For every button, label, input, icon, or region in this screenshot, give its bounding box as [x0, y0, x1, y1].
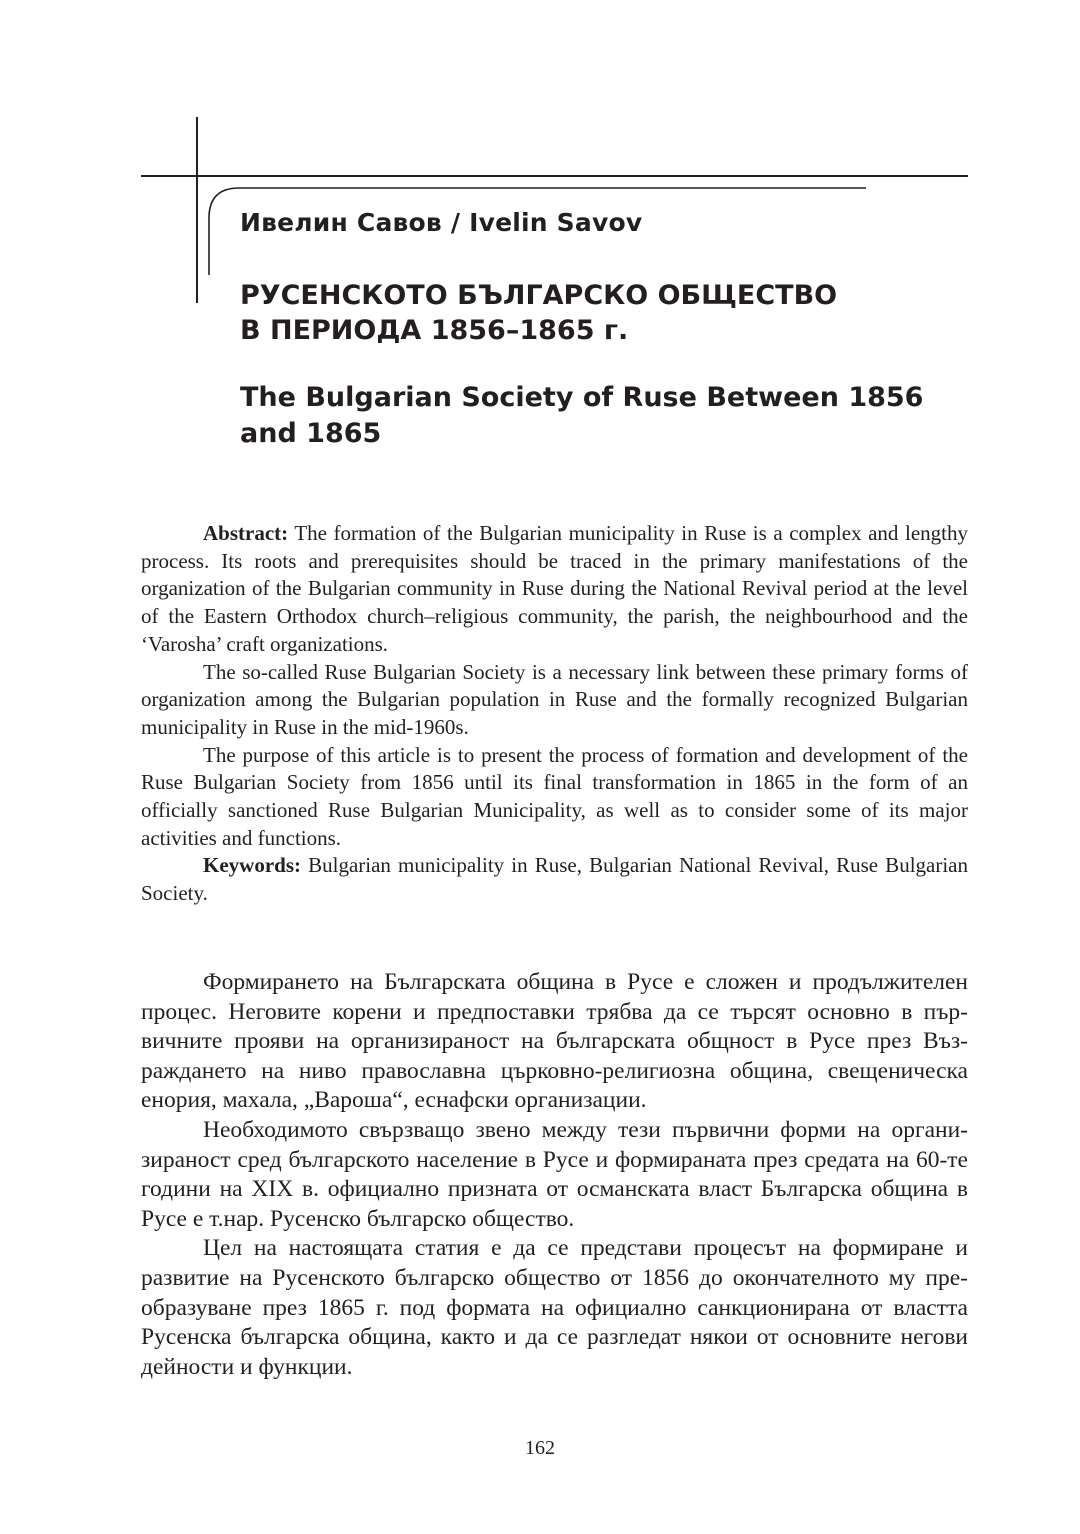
title-english — [240, 380, 923, 452]
keywords-label: Keywords: — [203, 853, 301, 878]
body-paragraph-2: Необходимото свързващо звено между тези първични форми на организираност сред българското население в Русе и формираната през средата на 60-те години на XIX в. официално призната от османската власт Българска община в Русе е т.нар. Русенско българско общество. — [141, 1116, 968, 1232]
body-paragraph-3: Цел на настоящата статия е да се представи процесът на формиране и развитие на Русенското българско общество от 1856 до окончателното му преобразуване през 1865 г. под формата на официално санкционирана от властта Русенска българска община, както и да се разгледат някои от основните негови дейности и функции. — [141, 1235, 968, 1380]
abstract-paragraph-1 — [141, 520, 968, 659]
abstract-paragraph-2: The so-called Ruse Bulgarian Society is a necessary link between these primary forms of organization among the Bulgarian population in Ruse and the formally recognized Bulgarian municipality in Ruse in the mid-1960s. — [141, 659, 968, 739]
keywords-text: Bulgarian municipality in Ruse, Bulgarian National Revival, Ruse Bulgarian Society. — [141, 853, 968, 906]
title-bulgarian-line-1: РУСЕНСКОТО БЪЛГАРСКО ОБЩЕСТВО — [240, 280, 838, 311]
abstract-section — [141, 520, 968, 908]
keywords-paragraph — [141, 852, 968, 907]
title-bulgarian-line-2: В ПЕРИОДА 1856–1865 г. — [240, 315, 629, 346]
title-english-line-1: The Bulgarian Society of Ruse Between 1856 — [240, 382, 924, 413]
title-bulgarian — [240, 278, 837, 348]
article-body — [141, 968, 968, 1382]
abstract-text-1: The formation of the Bulgarian municipality in Ruse is a complex and lengthy process. Its roots and prerequisites should be traced in the primary manifestations of the organization of the Bulgarian community in Ruse during the National Revival period at the level of the Eastern Orthodox church–religious community, the parish, the neighbourhood and the ‘Varosha’ craft organizations. — [141, 521, 968, 656]
author-name: Ивелин Савов / Ivelin Savov — [240, 208, 643, 237]
title-english-line-2: and 1865 — [240, 418, 382, 449]
header-ornament-lines — [0, 0, 1080, 320]
page-number: 162 — [525, 1437, 555, 1459]
body-paragraph-1: Формирането на Българската община в Русе е сложен и продължителен процес. Неговите корени и предпоставки трябва да се търсят основно в първичните прояви на организираност на българската общност в Русе през Възраждането на ниво православна църковно-религиозна община, свещеническа енория, махала, „Вароша“, еснафски организации. — [141, 969, 968, 1114]
abstract-paragraph-3: The purpose of this article is to present the process of formation and development of the Ruse Bulgarian Society from 1856 until its final transformation in 1865 in the form of an officially sanctioned Ruse Bulgarian Municipality, as well as to consider some of its major activities and functions. — [141, 742, 968, 850]
abstract-label: Abstract: — [203, 521, 289, 545]
